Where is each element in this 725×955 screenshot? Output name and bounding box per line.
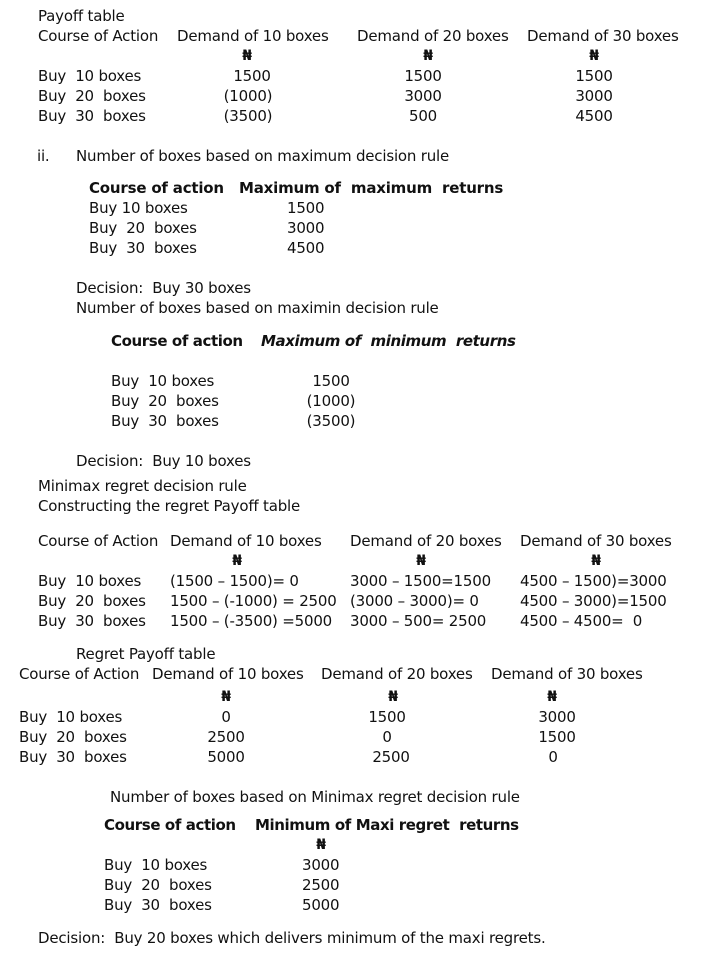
row-action: Buy 30 boxes <box>19 748 127 766</box>
naira-icon: ₦ <box>416 553 426 569</box>
maximax-decision: Decision: Buy 30 boxes <box>76 279 251 297</box>
payoff-header-demand-20: Demand of 20 boxes <box>357 27 509 45</box>
payoff-table-title: Payoff table <box>38 7 125 25</box>
row-action: Buy 30 boxes <box>104 896 212 914</box>
cell-value: 0 <box>382 728 392 746</box>
cell-value: 1500 <box>575 67 613 85</box>
cell-value: 1500 <box>368 708 406 726</box>
row-action: Buy 10 boxes <box>104 856 208 874</box>
maximin-decision: Decision: Buy 10 boxes <box>76 452 251 470</box>
row-action: Buy 20 boxes <box>104 876 212 894</box>
row-action: Buy 20 boxes <box>19 728 127 746</box>
cell-calculation: 3000 – 500= 2500 <box>350 612 487 630</box>
regret-table-title: Regret Payoff table <box>76 645 216 663</box>
regret-construction-header-demand-20: Demand of 20 boxes <box>350 532 502 550</box>
minimax-regret-decision: Decision: Buy 20 boxes which delivers minimum of the maxi regrets. <box>38 929 546 947</box>
naira-icon: ₦ <box>242 48 252 64</box>
row-action: Buy 10 boxes <box>38 67 142 85</box>
cell-value: 1500 <box>538 728 576 746</box>
cell-calculation: 4500 – 4500= 0 <box>520 612 643 630</box>
naira-icon: ₦ <box>221 689 231 705</box>
cell-value: 0 <box>221 708 231 726</box>
regret-header-course: Course of Action <box>19 665 140 683</box>
cell-value: 0 <box>548 748 558 766</box>
row-action: Buy 10 boxes <box>89 199 188 217</box>
cell-calculation: (3000 – 3000)= 0 <box>350 592 479 610</box>
minimax-regret-header-returns: Minimum of Maxi regret returns <box>255 816 519 834</box>
cell-calculation: 4500 – 3000)=1500 <box>520 592 667 610</box>
cell-value: 3000 <box>575 87 613 105</box>
cell-calculation: 4500 – 1500)=3000 <box>520 572 667 590</box>
cell-value: 3000 <box>287 219 325 237</box>
naira-icon: ₦ <box>591 553 601 569</box>
naira-icon: ₦ <box>589 48 599 64</box>
section-number: ii. <box>37 147 50 165</box>
row-action: Buy 20 boxes <box>38 87 146 105</box>
cell-value: 1500 <box>404 67 442 85</box>
cell-value: 4500 <box>287 239 325 257</box>
row-action: Buy 10 boxes <box>111 372 215 390</box>
regret-construction-heading: Constructing the regret Payoff table <box>38 497 301 515</box>
regret-header-demand-10: Demand of 10 boxes <box>152 665 304 683</box>
naira-icon: ₦ <box>423 48 433 64</box>
row-action: Buy 30 boxes <box>38 612 146 630</box>
maximin-header-returns: Maximum of minimum returns <box>261 332 516 350</box>
row-action: Buy 30 boxes <box>111 412 219 430</box>
naira-icon: ₦ <box>388 689 398 705</box>
regret-header-demand-20: Demand of 20 boxes <box>321 665 473 683</box>
regret-construction-header-demand-30: Demand of 30 boxes <box>520 532 672 550</box>
maximax-heading: Number of boxes based on maximum decision rule <box>76 147 450 165</box>
cell-value: 2500 <box>207 728 245 746</box>
cell-calculation: 1500 – (-1000) = 2500 <box>170 592 337 610</box>
row-action: Buy 20 boxes <box>111 392 219 410</box>
cell-value: 3000 <box>538 708 576 726</box>
maximin-header-course: Course of action <box>111 332 243 350</box>
cell-calculation: (1500 – 1500)= 0 <box>170 572 299 590</box>
cell-value: 4500 <box>575 107 613 125</box>
maximax-header-course: Course of action <box>89 179 224 197</box>
regret-construction-header-demand-10: Demand of 10 boxes <box>170 532 322 550</box>
cell-value: 5000 <box>207 748 245 766</box>
cell-value: 5000 <box>302 896 340 914</box>
cell-value: 1500 <box>312 372 350 390</box>
cell-value: 3000 <box>302 856 340 874</box>
naira-icon: ₦ <box>232 553 242 569</box>
minimax-regret-heading: Number of boxes based on Minimax regret decision rule <box>110 788 520 806</box>
payoff-header-course: Course of Action <box>38 27 159 45</box>
naira-icon: ₦ <box>316 837 326 853</box>
row-action: Buy 10 boxes <box>19 708 123 726</box>
cell-value: 1500 <box>233 67 271 85</box>
row-action: Buy 10 boxes <box>38 572 142 590</box>
naira-icon: ₦ <box>547 689 557 705</box>
payoff-header-demand-10: Demand of 10 boxes <box>177 27 329 45</box>
maximax-header-returns: Maximum of maximum returns <box>239 179 504 197</box>
regret-construction-header-course: Course of Action <box>38 532 159 550</box>
cell-value: (1000) <box>306 392 356 410</box>
minimax-regret-header-course: Course of action <box>104 816 236 834</box>
cell-value: 2500 <box>372 748 410 766</box>
payoff-header-demand-30: Demand of 30 boxes <box>527 27 679 45</box>
maximin-heading: Number of boxes based on maximin decision rule <box>76 299 439 317</box>
cell-value: (1000) <box>223 87 273 105</box>
cell-calculation: 3000 – 1500=1500 <box>350 572 491 590</box>
row-action: Buy 30 boxes <box>38 107 146 125</box>
cell-value: 1500 <box>287 199 325 217</box>
cell-calculation: 1500 – (-3500) =5000 <box>170 612 333 630</box>
cell-value: 3000 <box>404 87 442 105</box>
regret-header-demand-30: Demand of 30 boxes <box>491 665 643 683</box>
cell-value: (3500) <box>306 412 356 430</box>
row-action: Buy 30 boxes <box>89 239 197 257</box>
cell-value: 500 <box>408 107 438 125</box>
cell-value: 2500 <box>302 876 340 894</box>
row-action: Buy 20 boxes <box>38 592 146 610</box>
minimax-regret-heading: Minimax regret decision rule <box>38 477 247 495</box>
cell-value: (3500) <box>223 107 273 125</box>
row-action: Buy 20 boxes <box>89 219 197 237</box>
